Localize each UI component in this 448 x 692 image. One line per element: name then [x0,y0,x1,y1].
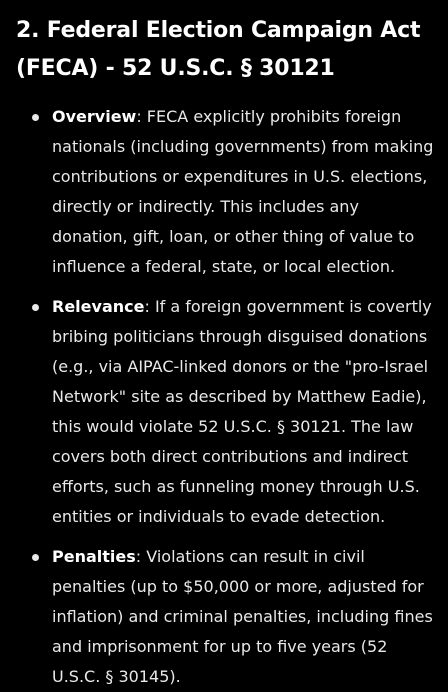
section-title: 2. Federal Election Campaign Act (FECA) - 52 U.S.C. § 30121 [16,18,421,81]
bullet-label-relevance: Relevance [52,297,145,316]
bullet-dot-icon [32,304,39,311]
bullet-overview [16,102,434,282]
bullet-text-overview: : FECA explicitly prohibits foreign nationals (including governments) from making contributions or expenditures in U.S. elections, directly or indirectly. This includes any donation, gift, loan, or other thing of value to influence a federal, state, or local election. [52,107,434,276]
bullet-relevance [16,292,434,532]
bullet-dot-icon [32,114,39,121]
bullet-dot-icon [32,554,39,561]
bullet-text-penalties: : Violations can result in civil penalties (up to $50,000 or more, adjusted for inflation) and criminal penalties, including fines and imprisonment for up to five years (52 U.S.C. § 30145). [52,547,433,686]
bullet-penalties [16,542,434,692]
bullet-label-overview: Overview [52,107,137,126]
bullet-text-relevance: : If a foreign government is covertly bribing politicians through disguised donations (e.g., via AIPAC-linked donors or the "pro-Israel Network" site as described by Matthew Eadie), this would violate 52 U.S.C. § 30121. The law covers both direct contributions and indirect efforts, such as funneling money through U.S. entities or individuals to evade detection. [52,297,432,526]
bullet-list [16,102,434,692]
bullet-label-penalties: Penalties [52,547,136,566]
